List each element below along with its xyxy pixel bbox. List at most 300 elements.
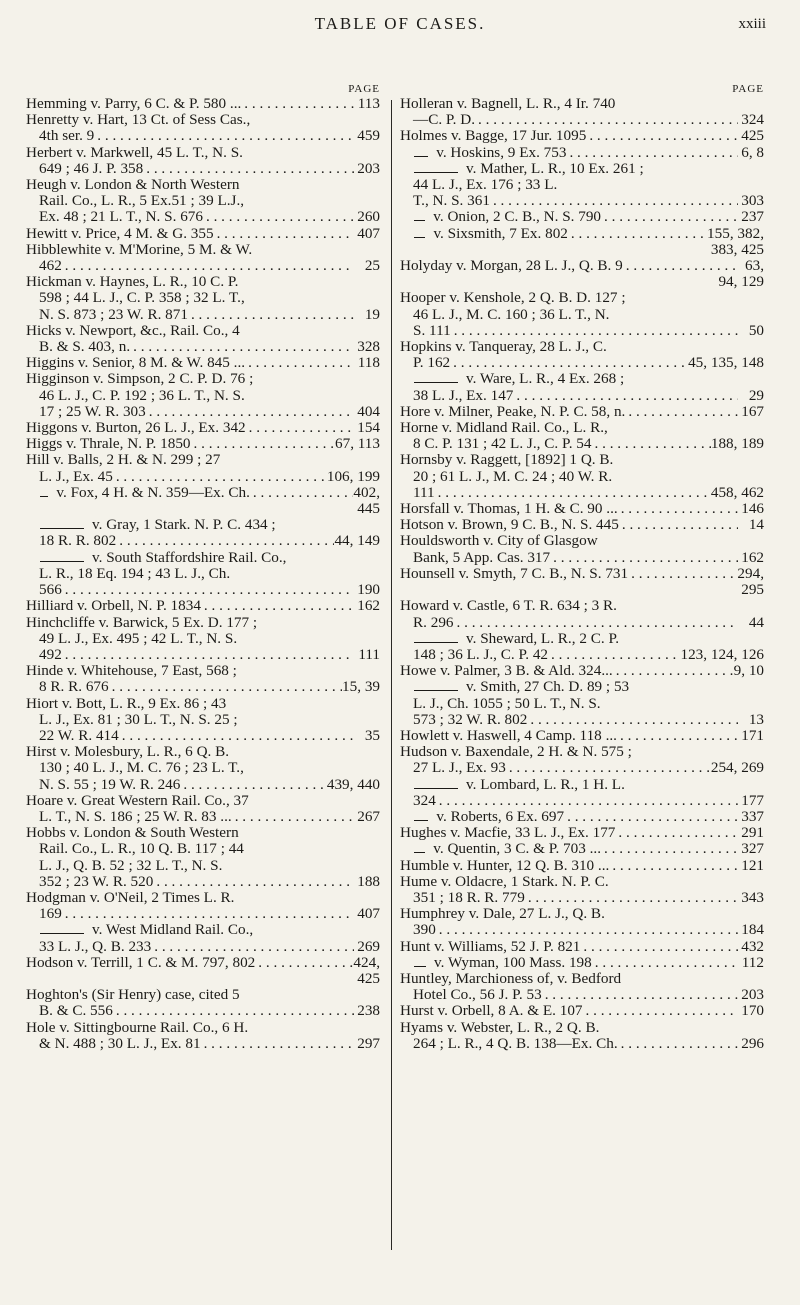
case-entry (26, 890, 380, 922)
citation-text: 324 (413, 791, 436, 809)
page-reference: 50 (748, 321, 764, 339)
page-reference: 121 (741, 856, 764, 874)
citation-text: v. West Midland Rail. Co., (92, 921, 254, 939)
page-reference: 402, (353, 483, 380, 501)
leader-dots (564, 809, 738, 825)
citation-text: Hiort v. Bott, L. R., 9 Ex. 86 ; 43 (26, 694, 227, 712)
citation-text: 4th ser. 9 (39, 127, 95, 145)
citation-text: L. J., Q. B. 52 ; 32 L. T., N. S. (39, 856, 223, 874)
page-reference: 170 (741, 1002, 764, 1020)
citation-text: Holmes v. Bagge, 17 Jur. 1095 (400, 127, 587, 145)
case-entry (26, 436, 380, 452)
case-entry (26, 825, 380, 890)
leader-dots (130, 339, 354, 355)
leader-dots (191, 436, 335, 452)
left-column (26, 82, 380, 1052)
citation-text: Hoghton's (Sir Henry) case, cited 5 (26, 986, 240, 1004)
page-reference: 294, (737, 564, 764, 582)
case-entry (26, 922, 380, 954)
citation-text: v. South Staffordshire Rail. Co., (92, 548, 287, 566)
case-entry (26, 793, 380, 825)
page-reference: 327 (741, 840, 764, 858)
citation-text: Hickman v. Haynes, L. R., 10 C. P. (26, 273, 239, 291)
citation-text: P. 162 (413, 354, 451, 372)
case-entry (400, 955, 764, 971)
leader-dots (451, 323, 738, 339)
leader-dots (201, 598, 354, 614)
page-reference: 188 (357, 872, 380, 890)
ditto-rule (414, 788, 458, 789)
citation-text: 22 W. R. 414 (39, 726, 119, 744)
leader-dots (119, 728, 354, 744)
case-entry (400, 96, 764, 128)
page-reference: 407 (357, 224, 380, 242)
leader-dots (62, 647, 354, 663)
citation-text: v. Ware, L. R., 4 Ex. 268 ; (466, 370, 625, 388)
ditto-rule (414, 156, 428, 157)
page-reference: 238 (357, 1002, 380, 1020)
citation-text: Hemming v. Parry, 6 C. & P. 580 ... (26, 95, 242, 112)
page-reference: 343 (741, 888, 764, 906)
citation-text: Bank, 5 App. Cas. 317 (413, 548, 551, 566)
leader-dots (615, 825, 738, 841)
citation-text: 49 L. J., Ex. 495 ; 42 L. T., N. S. (39, 629, 238, 647)
citation-text: 390 (413, 921, 436, 939)
citation-text: L. J., Ex. 45 (39, 467, 113, 485)
case-entry (400, 533, 764, 565)
page-reference-continued: 425 (357, 969, 380, 987)
citation-text: Houldsworth v. City of Glasgow (400, 532, 598, 550)
case-entry (26, 955, 380, 987)
citation-text: Hore v. Milner, Peake, N. P. C. 58, n. (400, 402, 626, 420)
leader-dots (618, 1036, 738, 1052)
page-reference: 171 (741, 726, 764, 744)
leader-dots (255, 955, 353, 971)
citation-text: Holleran v. Bagnell, L. R., 4 Ir. 740 (400, 95, 616, 112)
case-entry (26, 242, 380, 274)
ditto-rule (414, 690, 458, 691)
case-entry (400, 1003, 764, 1019)
leader-dots (113, 469, 327, 485)
citation-text: Higgins v. Senior, 8 M. & W. 845 ... (26, 354, 246, 372)
citation-text: 27 L. J., Ex. 93 (413, 759, 506, 777)
page-reference: 44 (748, 613, 764, 631)
page-reference: 328 (357, 338, 380, 356)
leader-dots (609, 858, 738, 874)
citation-text: Howe v. Palmer, 3 B. & Ald. 324... (400, 662, 613, 680)
citation-text: Higgs v. Thrale, N. P. 1850 (26, 435, 191, 453)
page-reference: 237 (741, 208, 764, 226)
citation-text: 18 R. R. 802 (39, 532, 117, 550)
ditto-rule (40, 528, 84, 529)
citation-text: Rail. Co., L. R., 5 Ex.51 ; 39 L.J., (39, 192, 245, 210)
leader-dots (62, 258, 354, 274)
leader-dots (623, 258, 738, 274)
case-entry (400, 517, 764, 533)
citation-text: Hicks v. Newport, &c., Rail. Co., 4 (26, 321, 240, 339)
citation-text: 17 ; 25 W. R. 303 (39, 402, 146, 420)
case-entry (400, 290, 764, 339)
page-reference-continued: 295 (741, 581, 764, 599)
case-entry (400, 841, 764, 857)
case-entry (26, 371, 380, 420)
page-reference: 260 (357, 208, 380, 226)
page-reference: 203 (357, 159, 380, 177)
leader-dots (525, 890, 738, 906)
leader-dots (618, 501, 738, 517)
page-reference: 167 (741, 402, 764, 420)
citation-text: Henretty v. Hart, 13 Ct. of Sess Cas., (26, 111, 251, 129)
leader-dots (475, 112, 738, 128)
page-reference: 404 (357, 402, 380, 420)
leader-dots (583, 1003, 738, 1019)
leader-dots (513, 388, 738, 404)
citation-text: Higgons v. Burton, 26 L. J., Ex. 342 (26, 419, 246, 437)
citation-text: R. 296 (413, 613, 454, 631)
citation-text: Hopkins v. Tanqueray, 28 L. J., C. (400, 338, 607, 356)
page-reference: 407 (357, 905, 380, 923)
leader-dots (625, 404, 738, 420)
leader-dots (490, 193, 738, 209)
citation-text: 148 ; 36 L. J., C. P. 42 (413, 645, 549, 663)
ditto-rule (414, 172, 458, 173)
leader-dots (628, 566, 737, 582)
case-entry (400, 858, 764, 874)
case-entry (400, 566, 764, 598)
case-entry (26, 598, 380, 614)
case-entry (26, 696, 380, 745)
case-entry (400, 404, 764, 420)
page-reference: 432 (741, 937, 764, 955)
leader-dots (146, 404, 354, 420)
case-entry (26, 177, 380, 226)
citation-text: Humphrey v. Dale, 27 L. J., Q. B. (400, 905, 605, 923)
citation-text: v. Smith, 27 Ch. D. 89 ; 53 (466, 678, 630, 696)
page-reference: 162 (357, 597, 380, 615)
citation-text: 33 L. J., Q. B. 233 (39, 937, 152, 955)
leader-dots (506, 760, 711, 776)
case-entry (26, 420, 380, 436)
citation-text: v. Gray, 1 Stark. N. P. C. 434 ; (92, 516, 276, 534)
leader-dots (436, 793, 738, 809)
citation-text: 462 (39, 257, 62, 275)
citation-text: v. Wyman, 100 Mass. 198 (434, 953, 592, 971)
page-reference: 424, (353, 953, 380, 971)
case-entry (26, 226, 380, 242)
page-reference: 297 (357, 1034, 380, 1052)
case-entry (400, 874, 764, 906)
leader-dots (435, 485, 711, 501)
citation-text: Hooper v. Kenshole, 2 Q. B. D. 127 ; (400, 289, 626, 307)
citation-text: 44 L. J., Ex. 176 ; 33 L. (413, 176, 558, 194)
citation-text: Holyday v. Morgan, 28 L. J., Q. B. 9 (400, 257, 623, 275)
leader-dots (250, 485, 354, 501)
citation-text: Hole v. Sittingbourne Rail. Co., 6 H. (26, 1018, 249, 1036)
case-entry (26, 323, 380, 355)
case-entry (400, 777, 764, 809)
citation-text: 46 L. J., M. C. 160 ; 36 L. T., N. (413, 305, 610, 323)
case-entry (400, 501, 764, 517)
citation-text: Horsfall v. Thomas, 1 H. & C. 90 ... (400, 500, 618, 518)
leader-dots (601, 209, 738, 225)
page-reference: 254, 269 (710, 759, 764, 777)
citation-text: L. J., Ch. 1055 ; 50 L. T., N. S. (413, 694, 601, 712)
citation-text: Hibblewhite v. M'Morine, 5 M. & W. (26, 240, 253, 258)
citation-text: L. T., N. S. 186 ; 25 W. R. 83 ... (39, 807, 232, 825)
page-reference: 118 (357, 354, 380, 372)
leader-dots (151, 939, 354, 955)
page-reference: 14 (748, 516, 764, 534)
page-reference: 9, 10 (733, 662, 764, 680)
citation-text: 492 (39, 645, 62, 663)
case-entry (26, 145, 380, 177)
ditto-rule (40, 561, 84, 562)
citation-text: Hotson v. Brown, 9 C. B., N. S. 445 (400, 516, 619, 534)
case-entry (26, 1020, 380, 1052)
page-reference: 177 (741, 791, 764, 809)
citation-text: Hobbs v. London & South Western (26, 824, 239, 842)
leader-dots (436, 922, 738, 938)
leader-dots (542, 987, 738, 1003)
case-entry (400, 209, 764, 225)
case-entry (26, 96, 380, 112)
ditto-rule (414, 382, 458, 383)
page-reference: 106, 199 (326, 467, 380, 485)
page-reference: 324 (741, 111, 764, 129)
leader-dots (62, 906, 354, 922)
citation-text: Hirst v. Molesbury, L. R., 6 Q. B. (26, 743, 230, 761)
leader-dots (188, 307, 354, 323)
leader-dots (568, 226, 707, 242)
page-reference: 111 (358, 645, 380, 663)
page-reference: 6, 8 (741, 143, 764, 161)
ditto-rule (414, 852, 425, 853)
case-entry (26, 987, 380, 1019)
page-reference-continued: 383, 425 (710, 240, 764, 258)
citation-text: Hume v. Oldacre, 1 Stark. N. P. C. (400, 872, 609, 890)
citation-text: Ex. 48 ; 21 L. T., N. S. 676 (39, 208, 203, 226)
citation-text: B. & S. 403, n. (39, 338, 131, 356)
leader-dots (116, 533, 334, 549)
citation-text: 264 ; L. R., 4 Q. B. 138—Ex. Ch. (413, 1034, 618, 1052)
case-entry (26, 663, 380, 695)
leader-dots (601, 841, 738, 857)
citation-text: v. Quentin, 3 C. & P. 703 ... (433, 840, 602, 858)
citation-text: Hinchcliffe v. Barwick, 5 Ex. D. 177 ; (26, 613, 258, 631)
leader-dots (113, 1003, 354, 1019)
leader-dots (619, 517, 738, 533)
case-entry (26, 744, 380, 793)
citation-text: v. Sixsmith, 7 Ex. 802 (433, 224, 568, 242)
citation-text: —C. P. D. (413, 111, 476, 129)
citation-text: Hurst v. Orbell, 8 A. & E. 107 (400, 1002, 583, 1020)
case-entry (26, 615, 380, 664)
case-entry (400, 939, 764, 955)
citation-text: Humble v. Hunter, 12 Q. B. 310 ... (400, 856, 610, 874)
page-reference: 190 (357, 581, 380, 599)
case-entry (400, 128, 764, 144)
citation-text: 649 ; 46 J. P. 358 (39, 159, 144, 177)
citation-text: L. J., Ex. 81 ; 30 L. T., N. S. 25 ; (39, 710, 238, 728)
page-column-label: PAGE (348, 83, 380, 95)
leader-dots (592, 955, 738, 971)
case-entry (400, 971, 764, 1003)
ditto-rule (414, 642, 458, 643)
leader-dots (241, 96, 354, 112)
case-entry (400, 226, 764, 258)
leader-dots (232, 809, 354, 825)
case-entry (400, 420, 764, 452)
case-entry (400, 452, 764, 501)
leader-dots (94, 128, 354, 144)
case-entry (400, 906, 764, 938)
citation-text: & N. 488 ; 30 L. J., Ex. 81 (39, 1034, 201, 1052)
citation-text: 566 (39, 581, 62, 599)
citation-text: 38 L. J., Ex. 147 (413, 386, 514, 404)
page-reference: 113 (357, 95, 380, 112)
leader-dots (201, 1036, 354, 1052)
citation-text: Heugh v. London & North Western (26, 176, 240, 194)
citation-text: v. Mather, L. R., 10 Ex. 261 ; (466, 159, 644, 177)
page-reference: 269 (357, 937, 380, 955)
case-entry (400, 825, 764, 841)
citation-text: Hornsby v. Raggett, [1892] 1 Q. B. (400, 451, 614, 469)
citation-text: Hodgman v. O'Neil, 2 Times L. R. (26, 888, 235, 906)
citation-text: Howlett v. Haswell, 4 Camp. 118 ... (400, 726, 617, 744)
citation-text: v. Onion, 2 C. B., N. S. 790 (433, 208, 602, 226)
case-entry (26, 274, 380, 323)
ditto-rule (40, 933, 84, 934)
running-title: TABLE OF CASES. (314, 14, 486, 33)
right-column (400, 82, 764, 1052)
citation-text: 130 ; 40 L. J., M. C. 76 ; 23 L. T., (39, 759, 244, 777)
case-entry (400, 258, 764, 290)
page-reference: 19 (364, 305, 380, 323)
citation-text: Hughes v. Macfie, 33 L. J., Ex. 177 (400, 824, 616, 842)
citation-text: 8 C. P. 131 ; 42 L. J., C. P. 54 (413, 435, 592, 453)
leader-dots (550, 550, 738, 566)
case-entry (400, 371, 764, 403)
leader-dots (586, 128, 738, 144)
page-reference: 146 (741, 500, 764, 518)
page-reference: 162 (741, 548, 764, 566)
ditto-rule (414, 220, 425, 221)
case-entry (400, 744, 764, 776)
citation-text: Hodson v. Terrill, 1 C. & M. 797, 802 (26, 953, 256, 971)
citation-text: 352 ; 23 W. R. 520 (39, 872, 154, 890)
citation-text: 573 ; 32 W. R. 802 (413, 710, 528, 728)
page-reference: 439, 440 (326, 775, 380, 793)
leader-dots (109, 679, 342, 695)
page-reference: 458, 462 (710, 483, 764, 501)
page-reference: 291 (741, 824, 764, 842)
case-entry (26, 112, 380, 144)
page-reference: 15, 39 (342, 678, 380, 696)
leader-dots (450, 355, 688, 371)
citation-text: v. Lombard, L. R., 1 H. L. (466, 775, 625, 793)
case-entry (26, 452, 380, 484)
citation-text: 111 (413, 483, 435, 501)
page-reference-continued: 445 (357, 500, 380, 518)
page-reference: 303 (741, 192, 764, 210)
citation-text: Huntley, Marchioness of, v. Bedford (400, 969, 622, 987)
case-entry (400, 1020, 764, 1052)
page-number: xxiii (738, 16, 766, 32)
citation-text: B. & C. 556 (39, 1002, 113, 1020)
citation-text: N. S. 55 ; 19 W. R. 246 (39, 775, 181, 793)
page-reference: 13 (748, 710, 764, 728)
leader-dots (245, 355, 354, 371)
citation-text: Herbert v. Markwell, 45 L. T., N. S. (26, 143, 243, 161)
leader-dots (62, 582, 354, 598)
citation-text: 46 L. J., C. P. 192 ; 36 L. T., N. S. (39, 386, 245, 404)
case-entry (400, 598, 764, 630)
case-entry (400, 809, 764, 825)
page-reference: 188, 189 (710, 435, 764, 453)
citation-text: Hotel Co., 56 J. P. 53 (413, 986, 542, 1004)
case-entry (400, 679, 764, 728)
citation-text: Hyams v. Webster, L. R., 2 Q. B. (400, 1018, 600, 1036)
citation-text: T., N. S. 361 (413, 192, 490, 210)
case-entry (26, 355, 380, 371)
case-entry (26, 517, 380, 549)
citation-text: Rail. Co., L. R., 10 Q. B. 117 ; 44 (39, 840, 244, 858)
column-divider (391, 100, 392, 1250)
case-entry (26, 485, 380, 517)
case-entry (400, 339, 764, 371)
citation-text: S. 111 (413, 321, 451, 339)
leader-dots (143, 161, 354, 177)
page-reference: 45, 135, 148 (688, 354, 764, 372)
page-reference: 35 (364, 726, 380, 744)
citation-text: 169 (39, 905, 62, 923)
leader-dots (214, 226, 354, 242)
citation-text: Hill v. Balls, 2 H. & N. 299 ; 27 (26, 451, 221, 469)
ditto-rule (40, 496, 48, 497)
case-entry (400, 728, 764, 744)
leader-dots (203, 209, 354, 225)
page-reference: 154 (357, 419, 380, 437)
citation-text: v. Fox, 4 H. & N. 359—Ex. Ch. (56, 483, 250, 501)
page-reference: 267 (357, 807, 380, 825)
page-reference: 155, 382, (707, 224, 764, 242)
page-reference: 184 (741, 921, 764, 939)
leader-dots (153, 874, 354, 890)
citation-text: Hewitt v. Price, 4 M. & G. 355 (26, 224, 214, 242)
leader-dots (548, 647, 680, 663)
leader-dots (454, 615, 738, 631)
citation-text: Hinde v. Whitehouse, 7 East, 568 ; (26, 662, 237, 680)
leader-dots (566, 145, 738, 161)
page-reference: 296 (741, 1034, 764, 1052)
citation-text: v. Roberts, 6 Ex. 697 (436, 807, 565, 825)
citation-text: 20 ; 61 L. J., M. C. 24 ; 40 W. R. (413, 467, 613, 485)
page-reference: 67, 113 (335, 435, 380, 453)
case-entry (26, 550, 380, 599)
page-reference-continued: 94, 129 (718, 273, 764, 291)
leader-dots (527, 712, 738, 728)
citation-text: 351 ; 18 R. R. 779 (413, 888, 525, 906)
leader-dots (180, 777, 326, 793)
case-list (26, 96, 380, 1052)
citation-text: v. Sheward, L. R., 2 C. P. (466, 629, 619, 647)
citation-text: Hoare v. Great Western Rail. Co., 37 (26, 791, 249, 809)
citation-text: L. R., 18 Eq. 194 ; 43 L. J., Ch. (39, 564, 231, 582)
leader-dots (613, 663, 734, 679)
page-reference: 203 (741, 986, 764, 1004)
citation-text: Howard v. Castle, 6 T. R. 634 ; 3 R. (400, 597, 617, 615)
citation-text: Hunt v. Williams, 52 J. P. 821 (400, 937, 581, 955)
